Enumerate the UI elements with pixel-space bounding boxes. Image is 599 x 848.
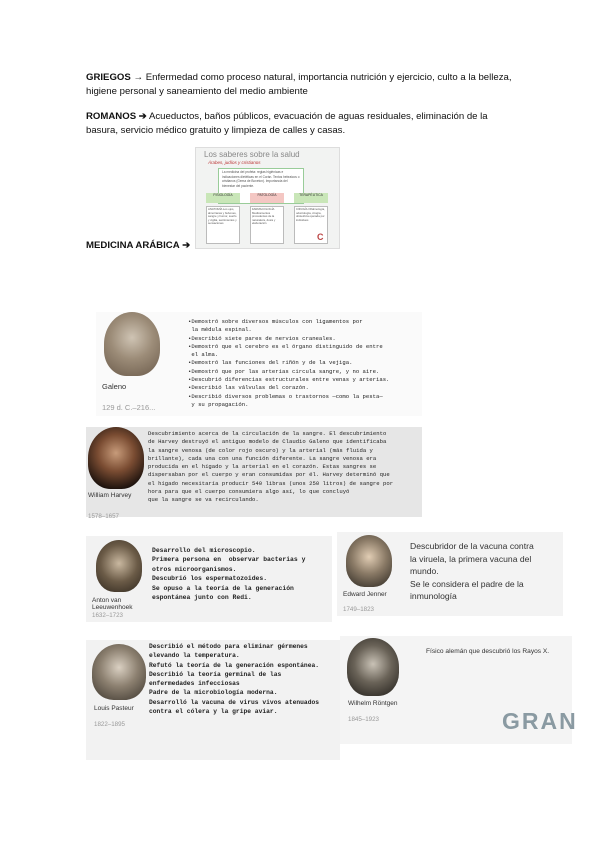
arrow-right-icon: → — [133, 72, 144, 83]
romanos-label: ROMANOS — [86, 111, 137, 122]
leeuwenhoek-text: Desarrollo del microscopio. Primera persona en observar bacterias y otros microorganismos. Descubrió los espermatozoides. Se opuso a la teoría de la generación espontánea junto con Redi. — [152, 547, 306, 602]
jenner-portrait — [346, 535, 392, 587]
saberes-diagram-card — [195, 147, 340, 249]
griegos-text: Enfermedad como proceso natural, importancia nutrición y ejercicio, culto a la belleza, higiene personal y saneamiento del medio ambiente — [86, 72, 512, 97]
leeuwenhoek-name: Anton van Leeuwenhoek — [92, 597, 133, 611]
publisher-logo-icon: C — [317, 232, 324, 242]
saberes-header-2: PATOLOGÍA — [250, 193, 284, 203]
pasteur-text: Describió el método para eliminar gérmenes elevando la temperatura. Refutó la teoría de la generación espontánea. Describió la teoría germinal de las enfermedades infecciosas Padre de la microbiología moderna. Desarrolló la vacuna de virus vivos atenuados contra el cólera y la gripe aviar. — [149, 643, 320, 716]
saberes-description: La medicina del profeta: reglas higiénicas e indicaciones dietéticas en el Corán. Textos hebraicos o cristianos (Gema de Bovetcn). Importancia del bienestar del paciente. — [218, 168, 304, 204]
galeno-text: •Demostró sobre diversos músculos con ligamentos por la médula espinal. •Describió siete pares de nervios craneales. •Demostró que el cerebro es el órgano distinguido de entre el alma. •Demostró las funciones del riñón y de la vejiga. •Demostró que por las arterias circula sangre, y no aire. •Descubrió diferencias estructurales entre venas y arterias. •Describió las válvulas del corazón. •Describió diversos problemas o trastornos —como la pesta— y su propagación. — [188, 318, 390, 408]
jenner-years: 1749–1823 — [343, 606, 374, 613]
arrow-right-icon: ➔ — [182, 240, 191, 251]
galeno-portrait — [104, 312, 160, 376]
griegos-label: GRIEGOS — [86, 72, 131, 83]
leeuwenhoek-years: 1632–1723 — [92, 612, 123, 619]
pasteur-portrait — [92, 644, 146, 700]
harvey-years: 1578–1657 — [88, 513, 119, 520]
harvey-portrait — [88, 427, 144, 489]
galeno-name: Galeno — [102, 382, 127, 391]
jenner-text: Descubridor de la vacuna contra la viruela, la primera vacuna del mundo. Se le considera el padre de la inmunología — [410, 541, 534, 601]
pasteur-years: 1822–1895 — [94, 721, 125, 728]
pasteur-name: Louis Pasteur — [94, 705, 134, 712]
saberes-header-1: FISIOLOGÍA — [206, 193, 240, 203]
harvey-text: Descubrimiento acerca de la circulación de la sangre. El descubrimiento de Harvey destruyó el antiguo modelo de Claudio Galeno que identificaba la sangre venosa (de color rojo oscuro) y la arterial (más fluida y brillante), cada una con una función diferente. La sangre venosa era producida en el hígado y la arterial en el corazón. Estas sangres se dispersaban por el cuerpo y eran consumidas por él. Harvey determinó que el hígado necesitaría producir 540 libras (unos 250 litros) de sangre por hora para que el cuerpo consumiera algo así, lo que concluyó que la sangre se va recirculando. — [148, 430, 394, 504]
saberes-col-1: ANATOMÍA Los ojos, almorranas y bubones, sangre y humor, sueño y vigilia, sentimientos y sensaciones — [206, 206, 240, 244]
saberes-col-3: CIRUGÍA Oftalmología, odontología, cirugía, obstetricia operada por individuos — [294, 206, 328, 244]
rontgen-portrait — [347, 638, 399, 696]
rontgen-years: 1845–1923 — [348, 716, 379, 723]
saberes-title: Los saberes sobre la salud — [204, 150, 300, 159]
jenner-name: Edward Jenner — [343, 591, 387, 598]
gran-watermark: GRAN — [502, 708, 578, 734]
galeno-years: 129 d. C.–216... — [102, 403, 156, 412]
medicina-arabica-label: MEDICINA ARÁBICA — [86, 240, 180, 251]
rontgen-text: Físico alemán que descubrió los Rayos X. — [426, 648, 550, 655]
romanos-text: Acueductos, baños públicos, evacuación de aguas residuales, eliminación de la basura, servicio médico gratuito y limpieza de calles y casas. — [86, 111, 488, 136]
medicina-arabica-heading — [86, 239, 286, 253]
griegos-paragraph — [86, 71, 516, 99]
arrow-right-icon: ➔ — [138, 111, 147, 122]
saberes-col-2: FARMACOLOGÍA Medicamentos procedentes de la naturaleza, dosis y elaboración — [250, 206, 284, 244]
leeuwenhoek-portrait — [96, 540, 142, 592]
rontgen-name: Wilhelm Röntgen — [348, 700, 398, 707]
harvey-name: William Harvey — [88, 492, 132, 499]
romanos-paragraph — [86, 110, 516, 138]
saberes-subtitle: Árabes, judíos y cristianos — [208, 160, 261, 165]
saberes-header-3: TERAPÉUTICA — [294, 193, 328, 203]
